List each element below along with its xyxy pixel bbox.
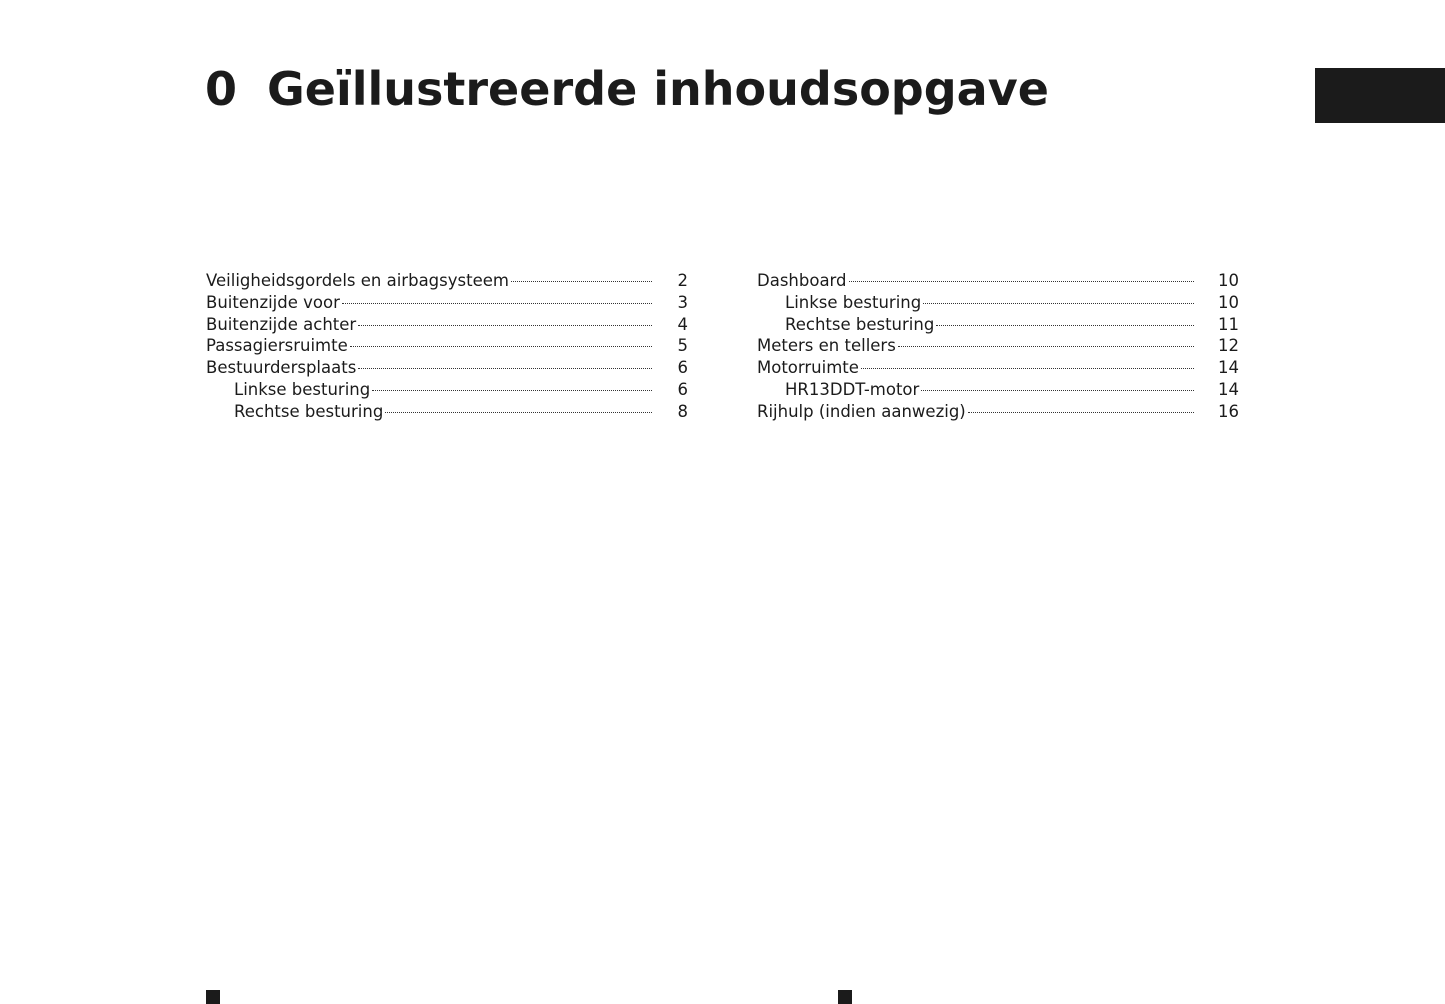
toc-entry-page: 8 [677,401,688,421]
dot-leader [385,411,652,413]
toc-entry-label: Bestuurdersplaats [206,358,357,378]
chapter-title: Geïllustreerde inhoudsopgave [267,62,1049,116]
toc-subentry[interactable] [206,379,688,401]
toc-entry-label: Motorruimte [757,358,859,378]
toc-entry[interactable] [757,401,1239,423]
toc-right-column [757,270,1239,423]
dot-leader [923,302,1194,304]
toc-entry[interactable] [757,335,1239,357]
toc-entry-label: Linkse besturing [234,379,371,399]
toc-entry-page: 11 [1218,314,1239,334]
toc-subentry[interactable] [757,314,1239,336]
dot-leader [936,324,1194,326]
dot-leader [342,302,652,304]
toc-entry-page: 4 [677,314,688,334]
toc-entry-page: 10 [1218,292,1239,312]
toc-subentry[interactable] [757,292,1239,314]
dot-leader [511,280,652,282]
toc-entry[interactable] [206,335,688,357]
toc-entry-page: 14 [1218,379,1239,399]
toc-entry-label: Rechtse besturing [234,401,384,421]
dot-leader [372,389,652,391]
page-crop-mark-right [838,990,852,1004]
toc-entry[interactable] [206,292,688,314]
dot-leader [358,324,652,326]
toc-subentry[interactable] [206,401,688,423]
toc-entry[interactable] [206,357,688,379]
dot-leader [358,367,652,369]
toc-left-column [206,270,688,423]
toc-entry-label: Veiligheidsgordels en airbagsysteem [206,271,509,290]
toc-entry-page: 12 [1218,336,1239,356]
toc-entry-page: 10 [1218,271,1239,290]
toc-entry-label: Dashboard [757,271,847,290]
toc-entry-page: 6 [677,379,688,399]
toc-entry-page: 2 [677,271,688,290]
toc-entry[interactable] [757,357,1239,379]
toc-entry-label: Rijhulp (indien aanwezig) [757,401,966,421]
toc-entry-label: Linkse besturing [785,292,922,312]
toc-entry-label: HR13DDT-motor [785,379,920,399]
toc-entry-page: 14 [1218,358,1239,378]
dot-leader [968,411,1194,413]
toc-entry-page: 16 [1218,401,1239,421]
toc-entry[interactable] [206,270,688,292]
toc-entry-page: 6 [677,358,688,378]
toc-entry-label: Rechtse besturing [785,314,935,334]
page-title [205,62,1049,116]
toc-entry-page: 5 [677,336,688,356]
chapter-number: 0 [205,62,238,116]
toc-entry-label: Meters en tellers [757,336,896,356]
dot-leader [350,345,652,347]
chapter-tab-marker [1315,68,1445,123]
toc-entry[interactable] [206,314,688,336]
toc-entry-page: 3 [677,292,688,312]
dot-leader [898,345,1194,347]
toc-entry-label: Passagiersruimte [206,336,348,356]
toc-entry[interactable] [757,270,1239,292]
dot-leader [849,280,1194,282]
toc-entry-label: Buitenzijde achter [206,314,357,334]
page-crop-mark-left [206,990,220,1004]
toc-subentry[interactable] [757,379,1239,401]
dot-leader [921,389,1194,391]
dot-leader [861,367,1194,369]
toc-entry-label: Buitenzijde voor [206,292,340,312]
